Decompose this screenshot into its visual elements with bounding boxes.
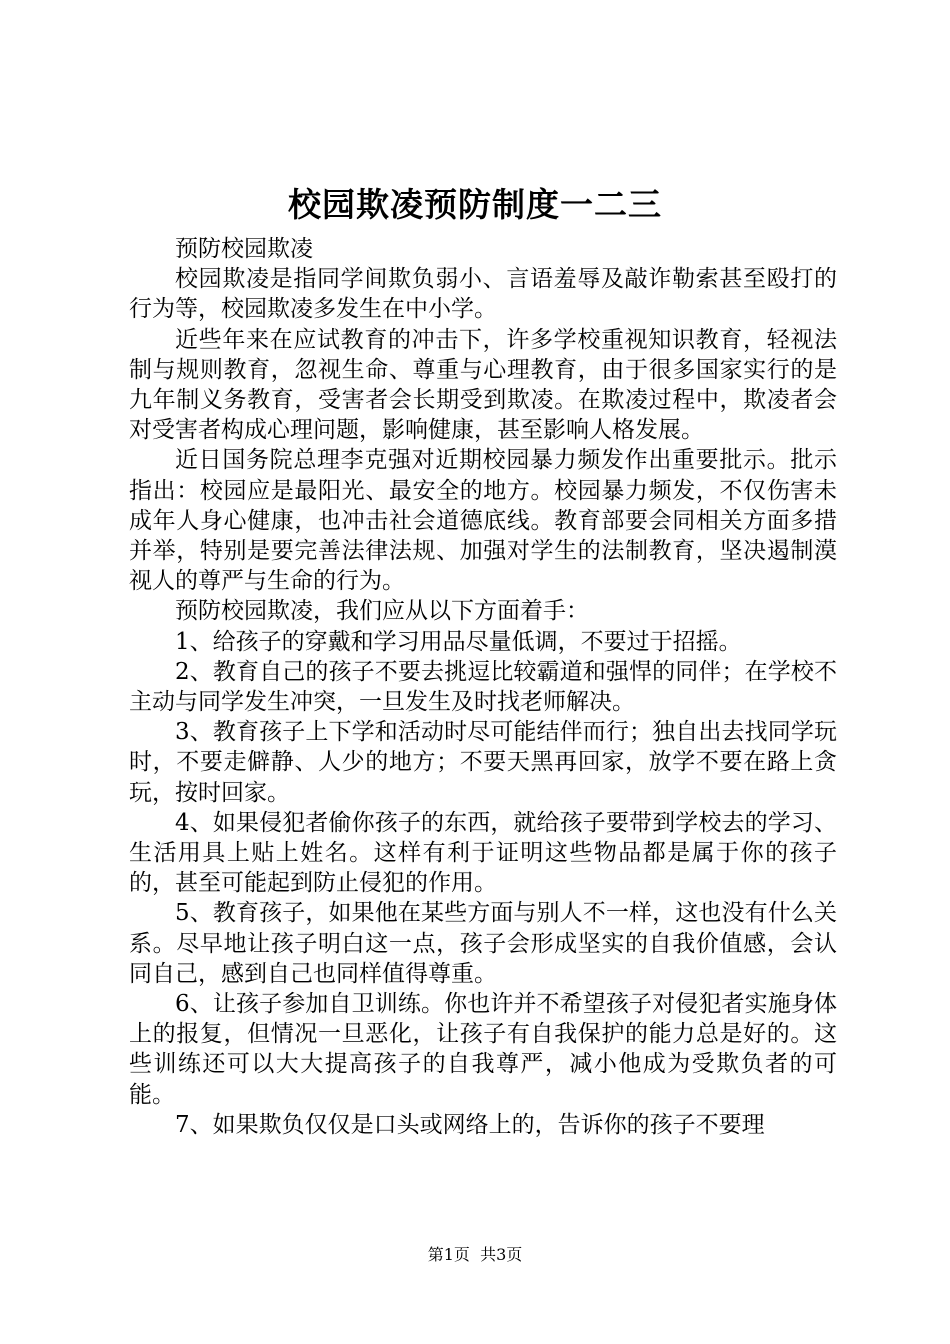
paragraph: 6、让孩子参加自卫训练。你也许并不希望孩子对侵犯者实施身体上的报复，但情况一旦恶化，让孩子有自我保护的能力总是好的。这些训练还可以大大提高孩子的自我尊严，减小他成为受欺负者的可能。 bbox=[129, 991, 837, 1108]
paragraph: 近些年来在应试教育的冲击下，许多学校重视知识教育，轻视法制与规则教育，忽视生命、尊重与心理教育，由于很多国家实行的是九年制义务教育，受害者会长期受到欺凌。在欺凌过程中，欺凌者会对受害者构成心理问题，影响健康，甚至影响人格发展。 bbox=[129, 326, 837, 444]
document-title: 校园欺凌预防制度一二三 bbox=[288, 185, 662, 224]
page-number: 第1页 bbox=[427, 1245, 470, 1264]
footer-spacer bbox=[470, 1245, 480, 1264]
paragraph: 5、教育孩子，如果他在某些方面与别人不一样，这也没有什么关系。尽早地让孩子明白这一点，孩子会形成坚实的自我价值感，会认同自己，感到自己也同样值得尊重。 bbox=[129, 900, 837, 987]
paragraph: 近日国务院总理李克强对近期校园暴力频发作出重要批示。批示指出：校园应是最阳光、最安全的地方。校园暴力频发，不仅伤害未成年人身心健康，也冲击社会道德底线。教育部要会同相关方面多措并举，特别是要完善法律法规、加强对学生的法制教育，坚决遏制漠视人的尊严与生命的行为。 bbox=[129, 447, 837, 595]
paragraph: 2、教育自己的孩子不要去挑逗比较霸道和强悍的同伴；在学校不主动与同学发生冲突，一旦发生及时找老师解决。 bbox=[129, 658, 837, 716]
paragraph: 1、给孩子的穿戴和学习用品尽量低调，不要过于招摇。 bbox=[175, 628, 742, 655]
paragraph: 预防校园欺凌 bbox=[175, 236, 313, 262]
paragraph: 4、如果侵犯者偷你孩子的东西，就给孩子要带到学校去的学习、生活用具上贴上姓名。这样有利于证明这些物品都是属于你的孩子的，甚至可能起到防止侵犯的作用。 bbox=[129, 809, 837, 897]
page-footer bbox=[0, 1244, 950, 1266]
paragraph: 校园欺凌是指同学间欺负弱小、言语羞辱及敲诈勒索甚至殴打的行为等，校园欺凌多发生在中小学。 bbox=[129, 266, 837, 323]
page-total: 共3页 bbox=[480, 1245, 523, 1264]
paragraph: 3、教育孩子上下学和活动时尽可能结伴而行；独自出去找同学玩时，不要走僻静、人少的地方；不要天黑再回家，放学不要在路上贪玩，按时回家。 bbox=[129, 719, 837, 806]
paragraph: 预防校园欺凌，我们应从以下方面着手： bbox=[175, 598, 589, 625]
paragraph: 7、如果欺负仅仅是口头或网络上的，告诉你的孩子不要理 bbox=[175, 1111, 765, 1138]
document-body bbox=[129, 234, 837, 1140]
